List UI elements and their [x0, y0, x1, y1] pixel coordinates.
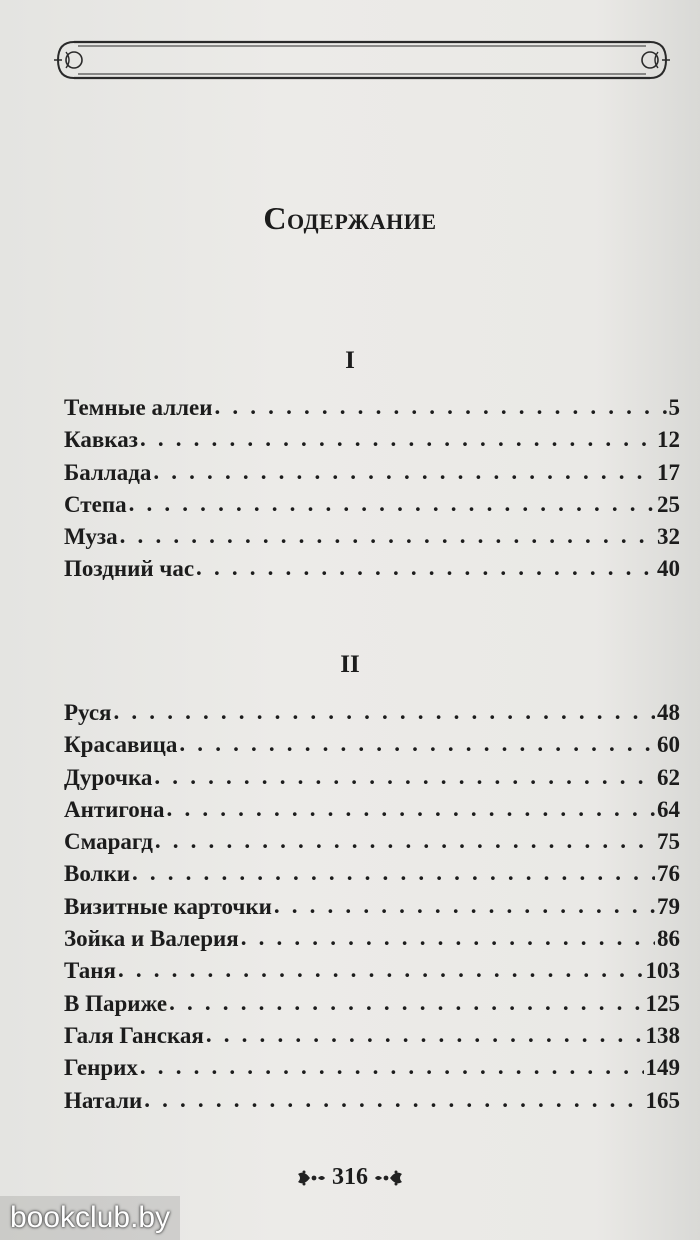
- toc-list-section-2: [64, 700, 680, 1120]
- toc-entry[interactable]: Баллада . . . 17: [64, 460, 680, 492]
- section-heading-2: II: [340, 651, 360, 678]
- toc-entry[interactable]: Поздний час . . . 40: [64, 556, 680, 588]
- section-heading-1: I: [345, 347, 355, 374]
- toc-entry[interactable]: Таня . . . 103: [64, 958, 680, 990]
- toc-entry[interactable]: Зойка и Валерия . . . 86: [64, 926, 680, 958]
- contents-title: Содержание: [263, 200, 437, 236]
- right-fleuron-icon: [374, 1168, 406, 1188]
- toc-entry[interactable]: Галя Ганская . . . 138: [64, 1023, 680, 1055]
- left-fleuron-icon: [294, 1168, 326, 1188]
- site-watermark: bookclub.by: [0, 1196, 180, 1240]
- page-footer: [0, 1164, 700, 1191]
- toc-entry[interactable]: Темные аллеи . . . 5: [64, 395, 680, 427]
- toc-entry[interactable]: Натали . . . 165: [64, 1088, 680, 1120]
- toc-entry[interactable]: Волки . . . 76: [64, 861, 680, 893]
- toc-entry[interactable]: Степа . . . 25: [64, 492, 680, 524]
- page-number: 316: [332, 1164, 368, 1190]
- toc-entry[interactable]: Кавказ . . . 12: [64, 427, 680, 459]
- toc-entry[interactable]: Генрих . . . 149: [64, 1055, 680, 1087]
- toc-entry[interactable]: Красавица . . . 60: [64, 732, 680, 764]
- toc-entry[interactable]: Дурочка . . . 62: [64, 765, 680, 797]
- toc-entry[interactable]: Визитные карточки . . . 79: [64, 894, 680, 926]
- toc-list-section-1: [64, 395, 680, 589]
- toc-entry[interactable]: Антигона . . . 64: [64, 797, 680, 829]
- toc-entry[interactable]: Муза . . . 32: [64, 524, 680, 556]
- toc-entry[interactable]: В Париже . . . 125: [64, 991, 680, 1023]
- toc-entry[interactable]: Смарагд . . . 75: [64, 829, 680, 861]
- header-ornament-frame: [52, 36, 672, 84]
- toc-entry[interactable]: Руся . . . 48: [64, 700, 680, 732]
